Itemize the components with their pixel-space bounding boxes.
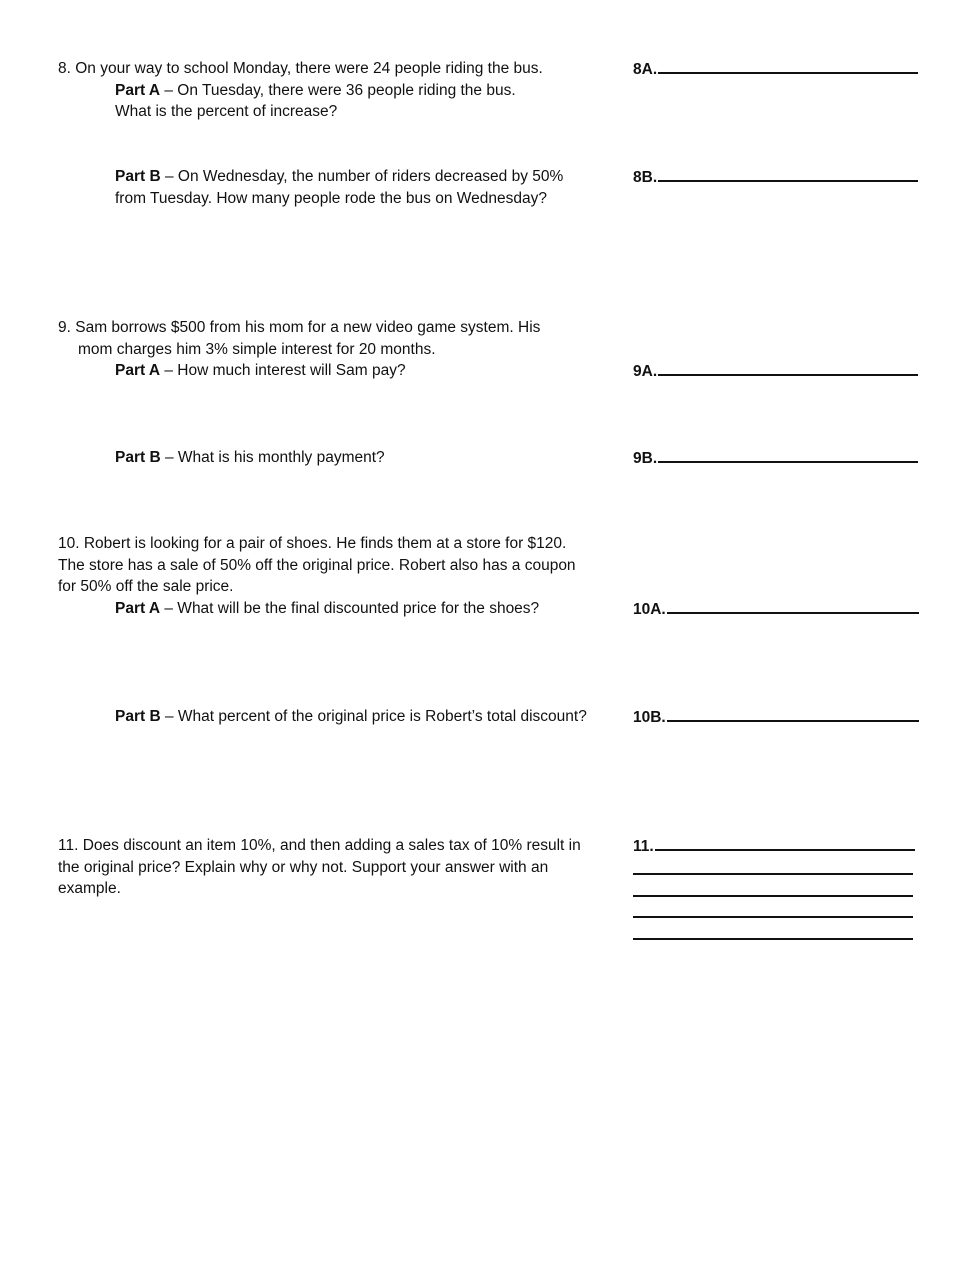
q10-part-a-text: – What will be the final discounted price for the shoes? (160, 600, 540, 617)
q8-part-b-line2: from Tuesday. How many people rode the bus on Wednesday? (115, 190, 547, 207)
answer-8b-label: 8B. (633, 169, 658, 186)
answer-9b[interactable] (633, 447, 918, 470)
q8-part-a (115, 80, 516, 102)
q10-part-b-text: – What percent of the original price is Robert’s total discount? (160, 708, 587, 725)
q10-part-a-label: Part A (115, 600, 161, 617)
answer-8a[interactable] (633, 58, 918, 81)
answer-10a-label: 10A. (633, 601, 666, 618)
q9-part-a-text: – How much interest will Sam pay? (160, 362, 406, 379)
answer-8b-blank[interactable] (658, 166, 918, 182)
answer-10a[interactable] (633, 598, 919, 621)
q9-stem-line2: mom charges him 3% simple interest for 20 months. (78, 341, 436, 358)
answer-9a-blank[interactable] (658, 360, 918, 376)
q11-stem-line2: the original price? Explain why or why not. Support your answer with an (58, 859, 549, 876)
q10-stem-line2: The store has a sale of 50% off the original price. Robert also has a coupon (58, 557, 576, 574)
answer-8b[interactable] (633, 166, 918, 189)
answer-9a-label: 9A. (633, 363, 658, 380)
q10-stem: 10. Robert is looking for a pair of shoes. He finds them at a store for $120. (58, 535, 567, 552)
q8-stem: 8. On your way to school Monday, there were 24 people riding the bus. (58, 60, 543, 77)
answer-11[interactable] (633, 835, 915, 858)
q8-part-b-text: – On Wednesday, the number of riders decreased by 50% (160, 168, 564, 185)
answer-11-line-4[interactable] (633, 916, 913, 918)
q8-part-b-label: Part B (115, 168, 161, 185)
q10-part-a (115, 598, 539, 620)
answer-11-line-2[interactable] (633, 873, 913, 875)
q9-part-a (115, 360, 406, 382)
answer-11-line-5[interactable] (633, 938, 913, 940)
q11-stem: 11. Does discount an item 10%, and then adding a sales tax of 10% result in (58, 837, 581, 854)
answer-9a[interactable] (633, 360, 918, 383)
q11-stem-line3: example. (58, 880, 121, 897)
answer-10a-blank[interactable] (667, 598, 919, 614)
answer-9b-blank[interactable] (658, 447, 918, 463)
q9-part-b-text: – What is his monthly payment? (160, 449, 385, 466)
q9-part-a-label: Part A (115, 362, 161, 379)
answer-11-label: 11. (633, 838, 654, 855)
q9-part-b-label: Part B (115, 449, 161, 466)
answer-10b-label: 10B. (633, 709, 666, 726)
answer-8a-blank[interactable] (658, 58, 918, 74)
q10-part-b (115, 706, 587, 728)
q10-stem-line3: for 50% off the sale price. (58, 578, 234, 595)
answer-8a-label: 8A. (633, 61, 658, 78)
q8-part-b (115, 166, 563, 188)
answer-11-blank[interactable] (655, 835, 915, 851)
q9-stem: 9. Sam borrows $500 from his mom for a new video game system. His (58, 319, 541, 336)
answer-9b-label: 9B. (633, 450, 658, 467)
q9-part-b (115, 447, 385, 469)
q10-part-b-label: Part B (115, 708, 161, 725)
answer-10b[interactable] (633, 706, 919, 729)
q8-part-a-line2: What is the percent of increase? (115, 103, 338, 120)
answer-11-line-3[interactable] (633, 895, 913, 897)
answer-10b-blank[interactable] (667, 706, 919, 722)
q8-part-a-text: – On Tuesday, there were 36 people riding the bus. (160, 82, 516, 99)
q8-part-a-label: Part A (115, 82, 161, 99)
